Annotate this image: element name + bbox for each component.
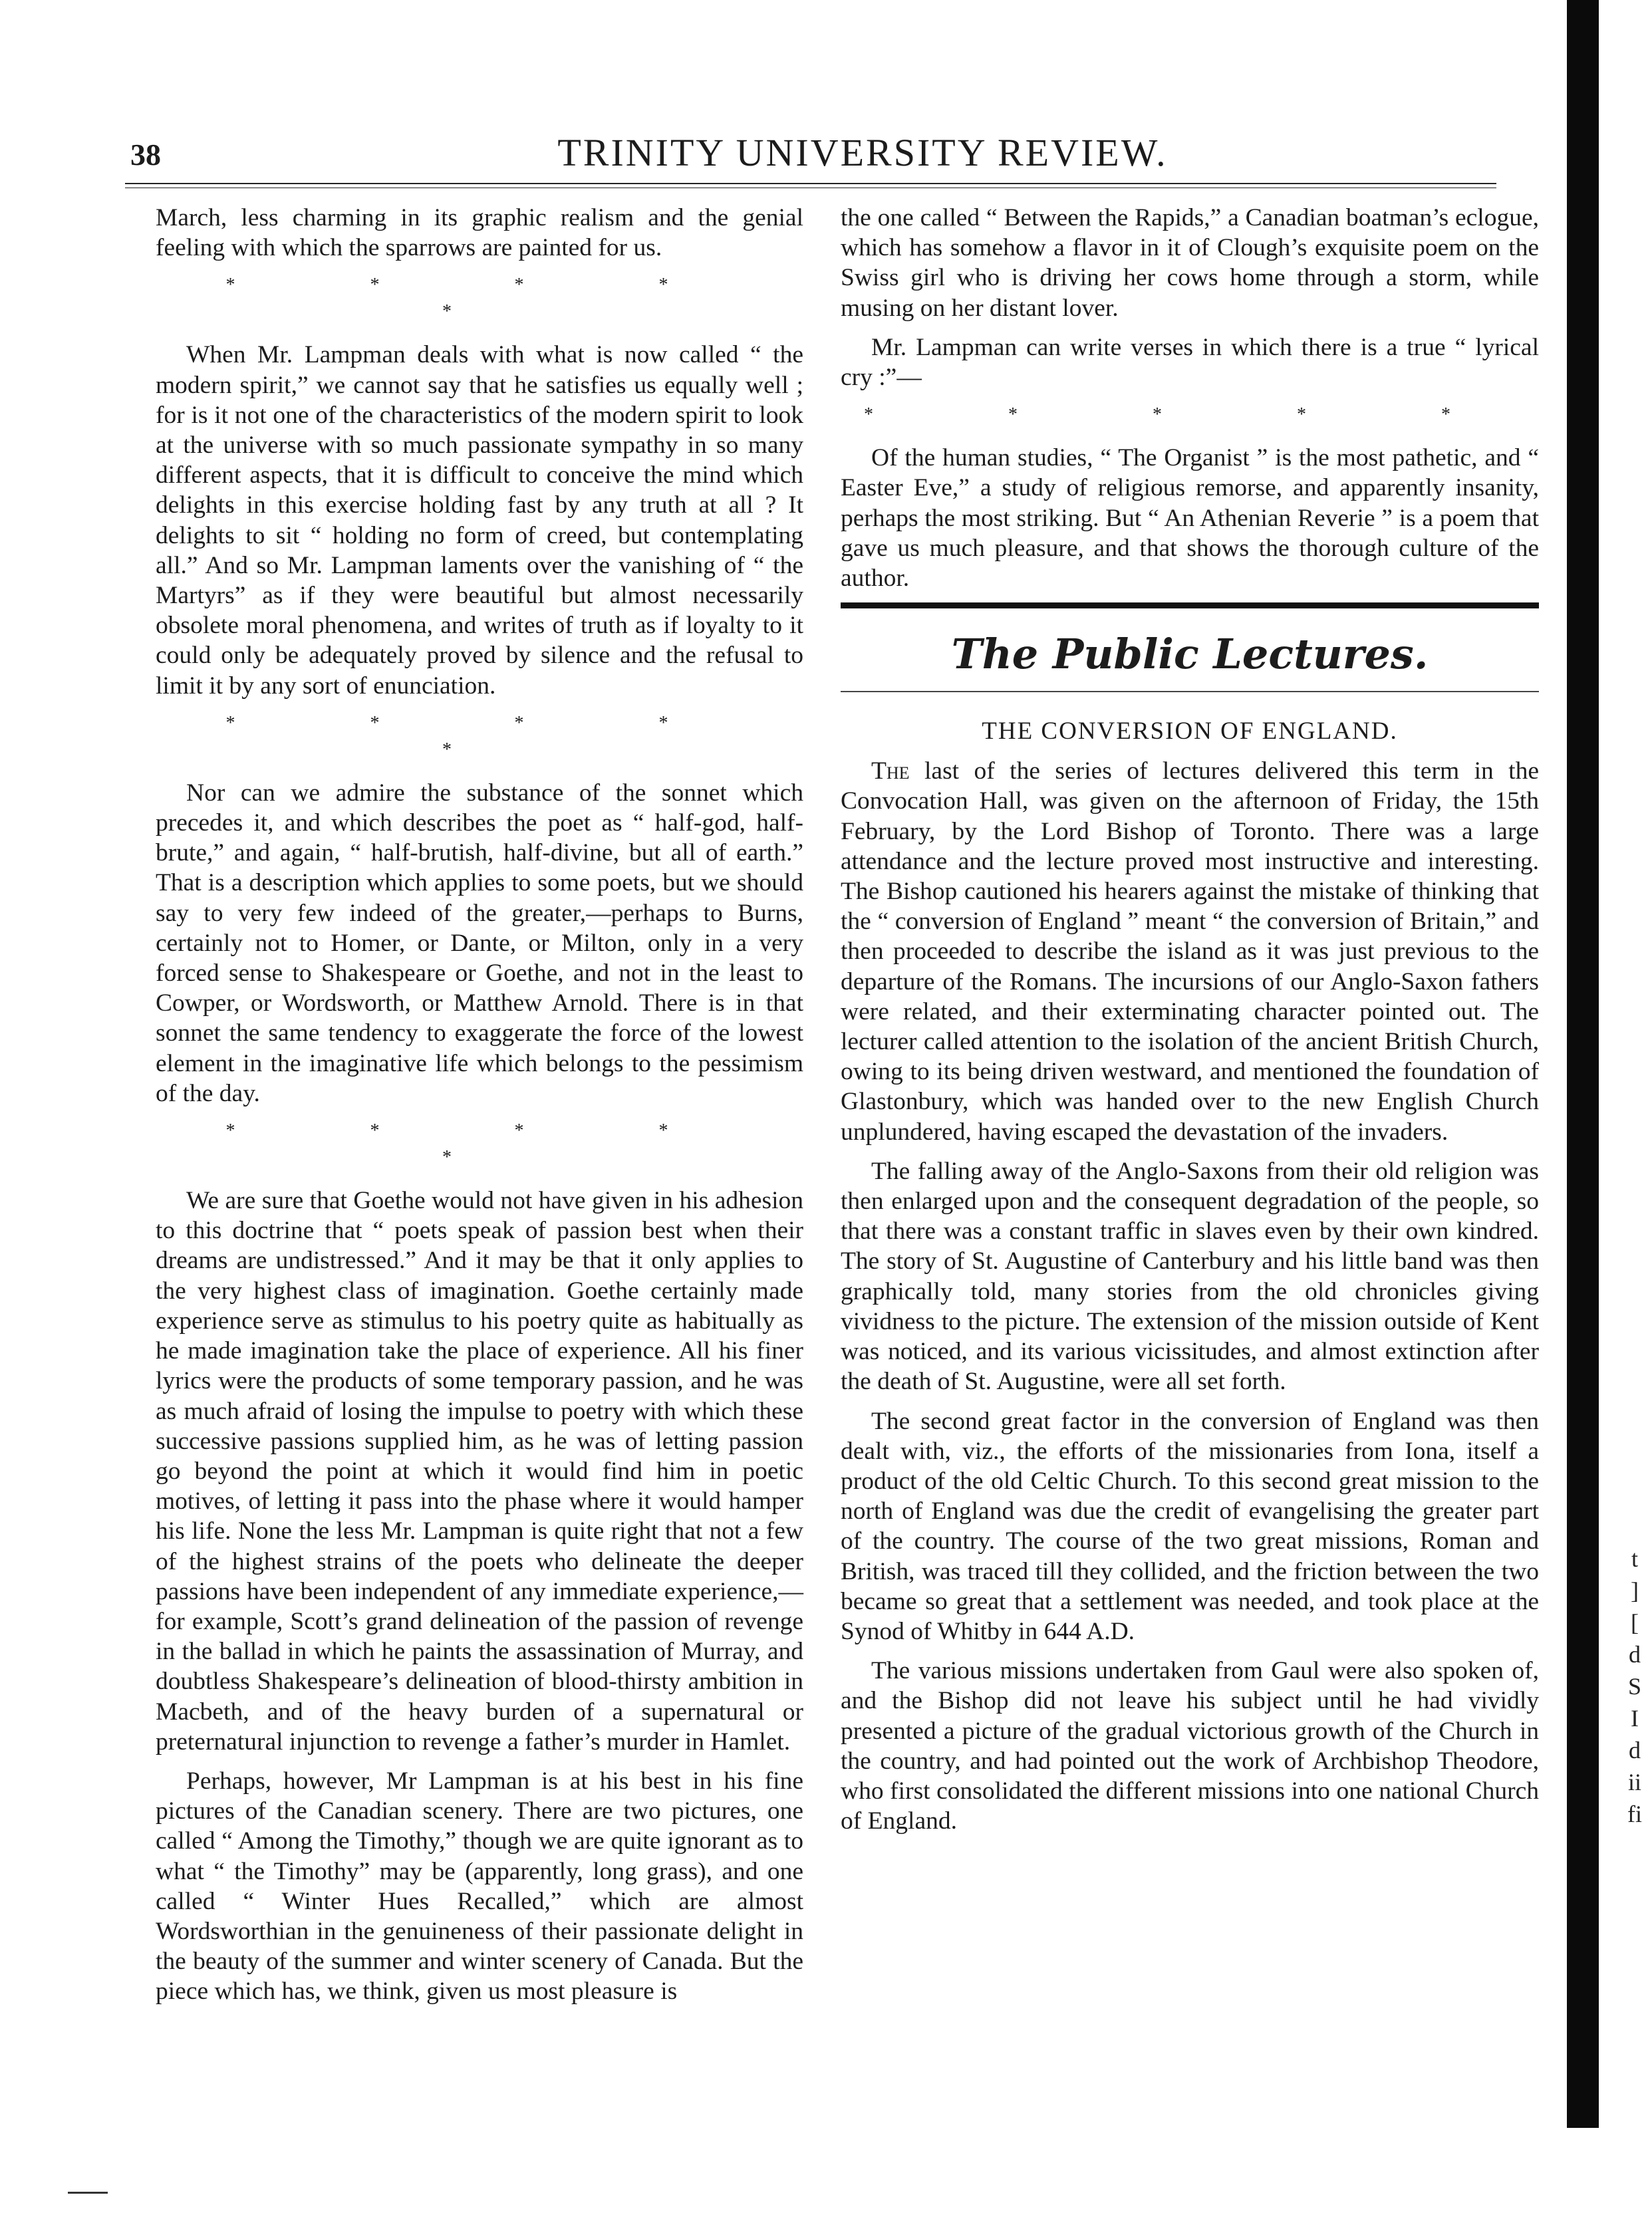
paragraph [841, 756, 1539, 1147]
paragraph: March, less charming in its graphic realism and the genial feeling with which the sparrows are painted for us. [156, 204, 803, 262]
margin-fragment: d [1629, 1737, 1641, 1763]
margin-fragment: S [1627, 1673, 1642, 1700]
margin-fragment: d [1629, 1641, 1641, 1668]
paragraph-text: last of the series of lectures delivered this term in the Convocation Hall, was given on the afternoon of Friday, the 15th February, by the Lord Bishop of Toronto. There was a large attendance and the lecture proved most instructive and interesting. The Bishop cautioned his hearers against the mistake of thinking that the “ conversion of England ” meant “ the conversion of Britain,” and then proceeded to describe the island as it was just previous to the departure of the Romans. The incursions of our Anglo-Saxon fathers were related, and their exterminating character pointed out. The lecturer called attention to the isolation of the ancient British Church, owing to its being driven westward, and mentioned the foundation of Glastonbury, which was handed over to the new English Church unplundered, having escaped the devastation of the invaders. [841, 757, 1539, 1146]
paragraph: Nor can we admire the substance of the sonnet which precedes it, and which describes the poet as “ half-god, half-brute,” and again, “ half-brutish, half-divine, but all of earth.” That is a description which applies to some poets, but we should say to very few indeed of the greater,—perhaps to Burns, certainly not to Homer, or Dante, or Milton, only in a very forced sense to Shakespeare or Goethe, and not in the least to Cowper, or Wordsworth, or Matthew Arnold. There is in that sonnet the same tendency to exaggerate the force of the lowest element in the imaginative life which belongs to the pessimism of the day. [156, 779, 803, 1107]
paragraph: The various missions undertaken from Gaul were also spoken of, and the Bishop did not leave his subject until he had vividly presented a picture of the gradual victorious growth of the Church in the country, and had pointed out the work of Archbishop Theodore, who first consolidated the different missions into one national Church of England. [841, 1657, 1539, 1835]
margin-fragment: [ [1631, 1609, 1639, 1636]
margin-fragment: I [1631, 1705, 1639, 1732]
paragraph: the one called “ Between the Rapids,” a Canadian boatman’s eclogue, which has somehow a flavor in it of Clough’s exquisite poem on the Swiss girl who is driving her cows home through a storm, while musing on her distant lover. [841, 204, 1539, 322]
paragraph: When Mr. Lampman deals with what is now called “ the modern spirit,” we cannot say that he satisfies us equally well ; for is it not one of the characteristics of the modern spirit to look at the universe with so much passionate sympathy in so many different aspects, that it is difficult to conceive the mind which delights in this exercise holding fast by any truth at all ? It delights to sit “ holding no form of creed, but contemplating all.” And so Mr. Lampman laments over the vanishing of “ the Martyrs” as if they were beautiful but almost necessarily obsolete moral phenomena, and writes of truth as if loyalty to it could only be adequately proved by silence and the refusal to limit it by any sort of enunciation. [156, 341, 803, 700]
margin-fragment: t [1631, 1545, 1638, 1572]
paragraph: Of the human studies, “ The Organist ” is the most pathetic, and “ Easter Eve,” a study of religious remorse, and apparently insanity, perhaps the most striking. But “ An Athenian Reverie ” is a poem that gave us much pleasure, and that shows the thorough culture of the author. [841, 444, 1539, 592]
right-column [841, 203, 1539, 1845]
title-rule [841, 691, 1539, 692]
header-rule [125, 183, 1496, 188]
section-divider [841, 602, 1539, 608]
paragraph: The second great factor in the conversion of England was then dealt with, viz., the efforts of the missionaries from Iona, itself a product of the old Celtic Church. To this second great mission to the north of England was due the credit of evangelising the greater part of the country. The course of the two great missions, Roman and British, was traced till they collided, and the friction between the two became so great that a settlement was needed, and took place at the Synod of Whitby in 644 A.D. [841, 1407, 1539, 1645]
paragraph: Mr. Lampman can write verses in which there is a true “ lyrical cry :”— [841, 333, 1539, 392]
margin-fragment: fi [1627, 1801, 1642, 1827]
running-title: TRINITY UNIVERSITY REVIEW. [557, 131, 1168, 174]
left-column [156, 203, 803, 2016]
section-stars: * * * * * [225, 1120, 734, 1168]
section-stars: * * * * * [225, 275, 734, 323]
binding-shadow [1567, 0, 1599, 2128]
paragraph: We are sure that Goethe would not have given in his adhesion to this doctrine that “ poets speak of passion best when their dreams are undistressed.” And it may be that it only applies to the very highest class of imagination. Goethe certainly made experience serve as stimulus to his poetry quite as habitually as he made imagination take the place of experience. All his finer lyrics were the products of some temporary passion, and he was as much afraid of losing the impulse to poetry with which these successive passions supplied him, as he was of letting passion go beyond the point at which it would find him in poetic motives, of letting it pass into the phase where it would hamper his life. None the less Mr. Lampman is quite right that not a few of the highest strains of the poets who delineate the deeper passions have been independent of any immediate experience,—for example, Scott’s grand delineation of the passion of revenge in the ballad in which he paints the assassination of Murray, and doubtless Shakespeare’s delineation of blood-thirsty ambition in Macbeth, and of the heavy burden of a supernatural or preternatural injunction to revenge a father’s murder in Hamlet. [156, 1187, 803, 1756]
paragraph: Perhaps, however, Mr Lampman is at his best in his fine pictures of the Canadian scenery. There are two pictures, one called “ Among the Timothy,” though we are quite ignorant as to what “ the Timothy” may be (apparently, long grass), and one called “ Winter Hues Recalled,” which are almost Wordsworthian in the genuineness of their passionate delight in the beauty of the summer and winter scenery of Canada. But the piece which has, we think, given us most pleasure is [156, 1767, 803, 2006]
section-title: The Public Lectures. [951, 630, 1429, 679]
section-stars: * * * * * [225, 712, 734, 760]
margin-fragment: ii [1627, 1769, 1641, 1795]
section-stars: * * * * * [864, 404, 1516, 426]
margin-fragment: ] [1631, 1577, 1639, 1604]
lecture-heading: THE CONVERSION OF ENGLAND. [982, 717, 1398, 745]
scan-mark [68, 2192, 108, 2194]
page-number: 38 [130, 138, 161, 172]
margin-fragments [1623, 1543, 1647, 1830]
paragraph: The falling away of the Anglo-Saxons from their old religion was then enlarged upon and the consequent degradation of the people, so that there was a constant traffic in slaves even by their own kindred. The story of St. Augustine of Canterbury and his little band was then graphically told, many stories from the old chronicles giving vividness to the picture. The extension of the mission outside of Kent was noticed, and its various vicissitudes, and almost extinction after the death of St. Augustine, were all set forth. [841, 1157, 1539, 1396]
lead-word: The [871, 757, 910, 785]
